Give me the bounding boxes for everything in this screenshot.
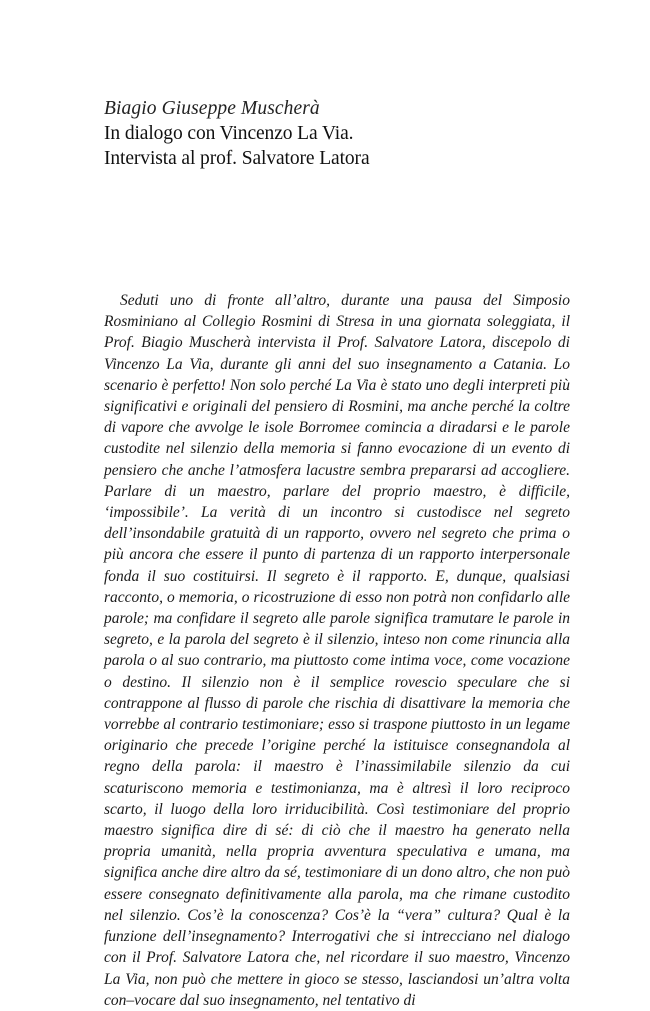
article-title-line-2: Intervista al prof. Salvatore Latora bbox=[104, 148, 370, 169]
abstract-paragraph: Seduti uno di fronte all’altro, durante una pausa del Simposio Rosminiano al Collegio Rosmini di Stresa in una giornata soleggiata, il Prof. Biagio Muscherà intervista il Prof. Salvatore Latora, discepolo di Vincenzo La Via, durante gli anni del suo insegnamento a Catania. Lo scenario è perfetto! Non solo perché La Via è stato uno degli interpreti più significativi e originali del pensiero di Rosmini, ma anche perché la coltre di vapore che avvolge le isole Borromee comincia a diradarsi e le parole custodite nel silenzio della memoria si fanno evocazione di un evento di pensiero che anche l’atmosfera lacustre sembra prepararsi ad accogliere. Parlare di un maestro, parlare del proprio maestro, è difficile, ‘impossibile’. La verità di un incontro si custodisce nel segreto dell’insondabile gratuità di un rapporto, ovvero nel segreto che prima o più ancora che essere il punto di partenza di un rapporto interpersonale fonda il suo costituirsi. Il segreto è il rapporto. E, dunque, qualsiasi racconto, o memoria, o ricostruzione di esso non potrà non confidarlo alle parole; ma confidare il segreto alle parole significa tramutare le parole in segreto, e la parola del segreto è il silenzio, inteso non come rinuncia alla parola o al suo contrario, ma piuttosto come intima voce, come vocazione o destino. Il silenzio non è il semplice rovescio speculare che si contrappone al flusso di parole che rischia di disattivare la memoria che vorrebbe al contrario testimoniare; esso si traspone piuttosto in un legame originario che precede l’origine perché la istituisce consegnandola al regno della parola: il maestro è l’inassimilabile silenzio da cui scaturiscono memoria e testimonianza, ma è altresì il loro reciproco scarto, il luogo della loro irriducibilità. Così testimoniare del proprio maestro significa dire di sé: di ciò che il maestro ha generato nella propria umanità, nella propria avventura speculativa e umana, ma significa anche dire altro da sé, testimoniare di un dono altro, che non può essere consegnato definitivamente alla parola, ma che rimane custodito nel silenzio. Cos’è la conoscenza? Cos’è la “vera” cultura? Qual è la funzione dell’insegnamento? Interrogativi che si intrecciano nel dialogo con il Prof. Salvatore Latora che, nel ricordare il suo maestro, Vincenzo La Via, non può che mettere in gioco se stesso, lasciandosi un’altra volta con–vocare dal suo insegnamento, nel tentativo di bbox=[104, 292, 570, 1009]
article-header bbox=[104, 96, 570, 171]
page bbox=[104, 0, 570, 1009]
author-name: Biagio Giuseppe Muscherà bbox=[104, 98, 320, 119]
article-title-line-1: In dialogo con Vincenzo La Via. bbox=[104, 123, 354, 144]
